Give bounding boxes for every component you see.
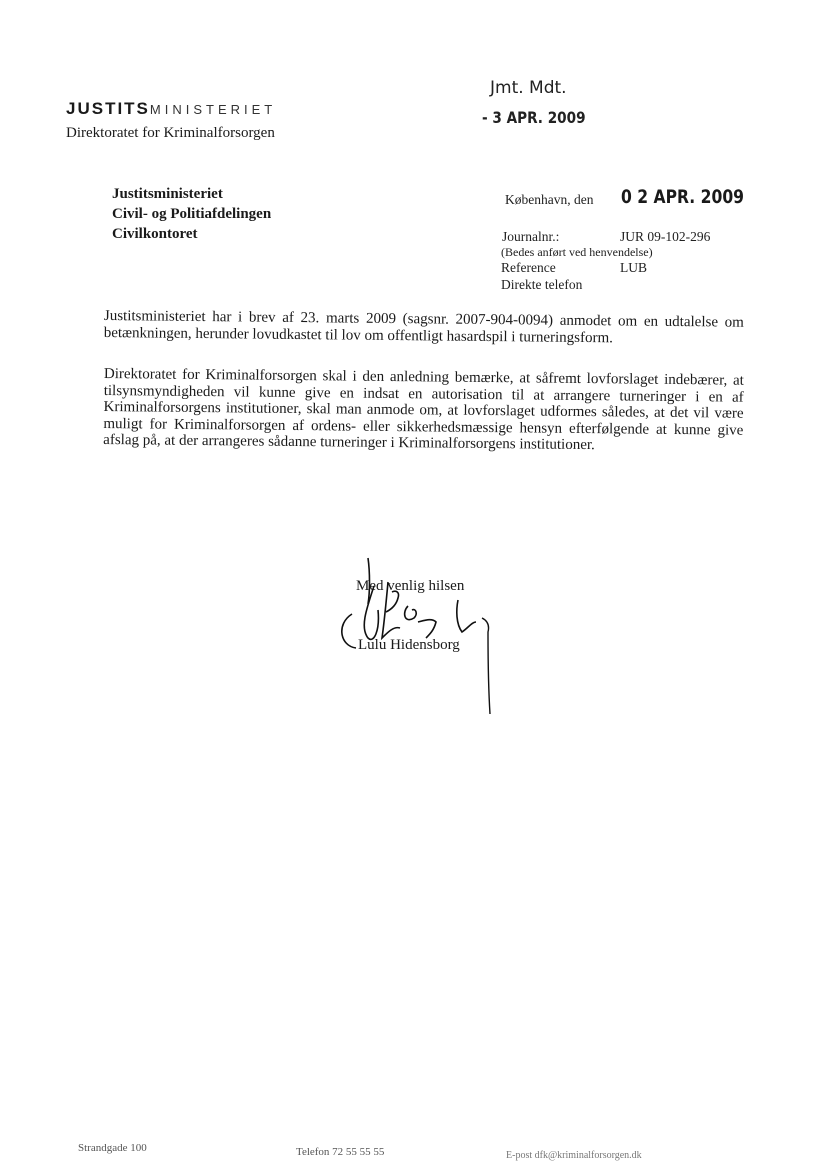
closing-greeting: Med venlig hilsen: [356, 578, 465, 594]
received-stamp-line1: Jmt. Mdt.: [490, 78, 567, 98]
direct-phone-label: Direkte telefon: [501, 277, 583, 292]
footer-phone: Telefon 72 55 55 55: [296, 1146, 385, 1158]
body-paragraph-2: Direktoratet for Kriminalforsorgen skal i den anledning bemærke, at såfremt lovforslaget indebærer, at tilsynsmyndigheden vil kunne give en indsat en autorisation til at arrangere turneringer i en af Kriminalforsorgens institutioner, skal man anmode om, at lovforslaget udformes således, at det vil være muligt for Kriminalforsorgen af ordens- eller sikkerhedsmæssige hensyn efterfølgende at kunne give afslag på, at der arrangeres sådanne turneringer i Kriminalforsorgens institutioner.: [103, 366, 744, 454]
recipient-line2: Civil- og Politiafdelingen: [112, 206, 272, 222]
signer-name: Lulu Hidensborg: [358, 637, 460, 653]
place-label: København, den: [505, 192, 594, 207]
footer-email: E-post dfk@kriminalforsorgen.dk: [506, 1150, 642, 1161]
recipient-line3: Civilkontoret: [112, 226, 198, 242]
journal-value: JUR 09-102-296: [620, 229, 711, 244]
logo-ministry-bold: JUSTITS: [66, 99, 150, 118]
journal-label: Journalnr.:: [502, 229, 560, 244]
received-stamp-date: - 3 APR. 2009: [482, 108, 586, 127]
letter-date: 0 2 APR. 2009: [621, 186, 744, 208]
footer-address: Strandgade 100: [78, 1142, 147, 1154]
letterhead-directorate: Direktoratet for Kriminalforsorgen: [66, 125, 275, 141]
reference-label: Reference: [501, 260, 556, 275]
recipient-line1: Justitsministeriet: [112, 186, 223, 202]
recipient-block: [112, 184, 271, 244]
body-paragraph-1: Justitsministeriet har i brev af 23. marts 2009 (sagsnr. 2007-904-0094) anmodet om en udtalelse om betænkningen, herunder lovudkastet til lov om offentligt hasardspil i turneringsform.: [103, 308, 744, 346]
journal-note: (Bedes anført ved henvendelse): [501, 245, 653, 259]
reference-value: LUB: [620, 260, 647, 275]
letterhead-logo: [66, 99, 276, 119]
logo-ministry-light: MINISTERIET: [149, 102, 277, 117]
